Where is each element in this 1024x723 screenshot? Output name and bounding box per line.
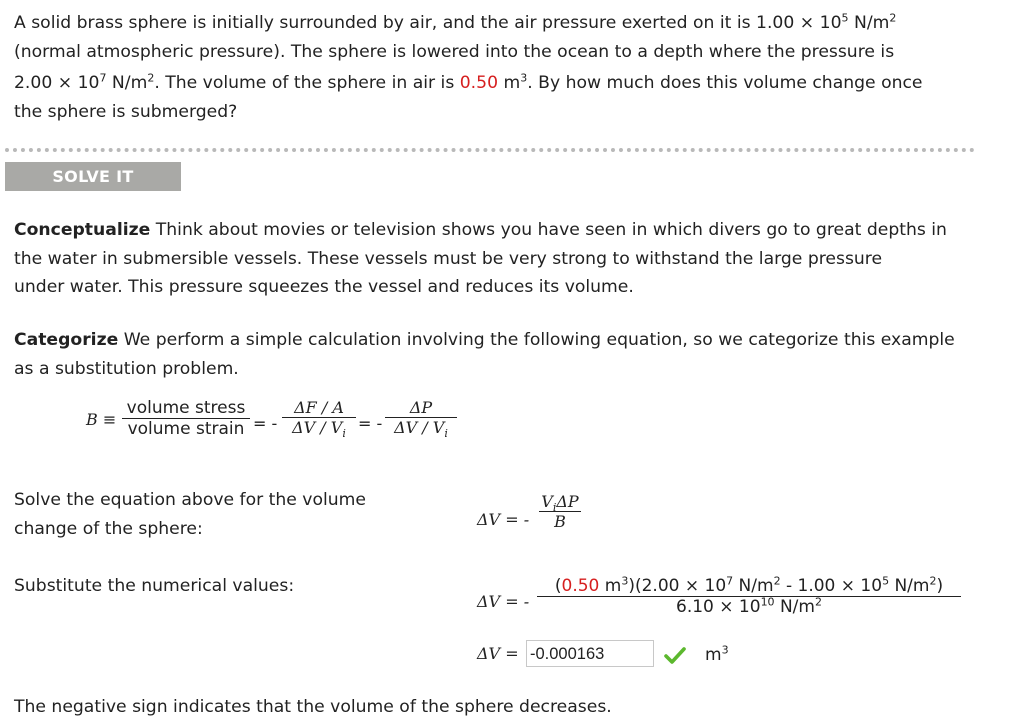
step2-lhs: ΔV = - [477,592,530,611]
conceptualize-section: Conceptualize Think about movies or television shows you have seen in which divers go to great depths in the water in submersible vessels. These vessels must be very strong to withstand the large pressure under water. This pressure squeezes the vessel and reduces its volume. [14,220,947,297]
answer-unit: $m^3$ [705,643,729,665]
given-volume: 0.50 [459,73,499,93]
solve-it-banner: SOLVE IT [5,162,181,191]
result-lhs: ΔV = [477,644,519,663]
conclusion-text: The negative sign indicates that the volume of the sphere decreases. [14,697,612,717]
substituted-volume: 0.50 [561,576,600,596]
step-substitute-text: Substitute the numerical values: [14,576,295,596]
step1-fraction: $V_i\Delta P$ B [539,492,581,531]
categorize-section: Categorize We perform a simple calculation involving the following equation, so we categorize this example as a substitution problem. [14,330,955,379]
categorize-heading: Categorize [14,330,119,350]
answer-input[interactable]: -0.000163 [526,640,654,667]
checkmark-icon [664,646,686,668]
equals-minus-2: = - [358,414,383,433]
step2-fraction: (0.50 $m^3)(2.00 \times 10^7$ $N/m^2 - 1.00 \times 10^5$ $N/m^2$) $6.10 \times 10^{10}$ $N/m^2$ [537,576,961,617]
problem-line-2: (normal atmospheric pressure). The sphere is lowered into the ocean to a depth where the pressure is [14,41,895,62]
fraction-stress-strain: volume stress volume strain [122,398,250,439]
problem-statement [14,9,1004,126]
conceptualize-heading: Conceptualize [14,220,151,240]
problem-line-4: the sphere is submerged? [14,101,238,122]
problem-line-3: $2.00 \times 10^7$ $N/m^2$. The volume of the sphere in air is 0.50 $m^3$. By how much does this volume change once [14,71,923,93]
fraction-pressure: ΔP ΔV / $V_i$ [385,398,457,437]
equals-minus-1: = - [253,414,278,433]
equation-lhs: B ≡ [86,410,117,429]
dotted-divider [5,148,975,152]
step-solve-text: Solve the equation above for the volume change of the sphere: [14,490,366,539]
step1-lhs: ΔV = - [477,510,530,529]
fraction-force-area: ΔF / A ΔV / $V_i$ [282,398,356,437]
problem-line-1: A solid brass sphere is initially surrounded by air, and the air pressure exerted on it is $1.00 \times 10^5$ $N/m^2$ [14,11,897,33]
